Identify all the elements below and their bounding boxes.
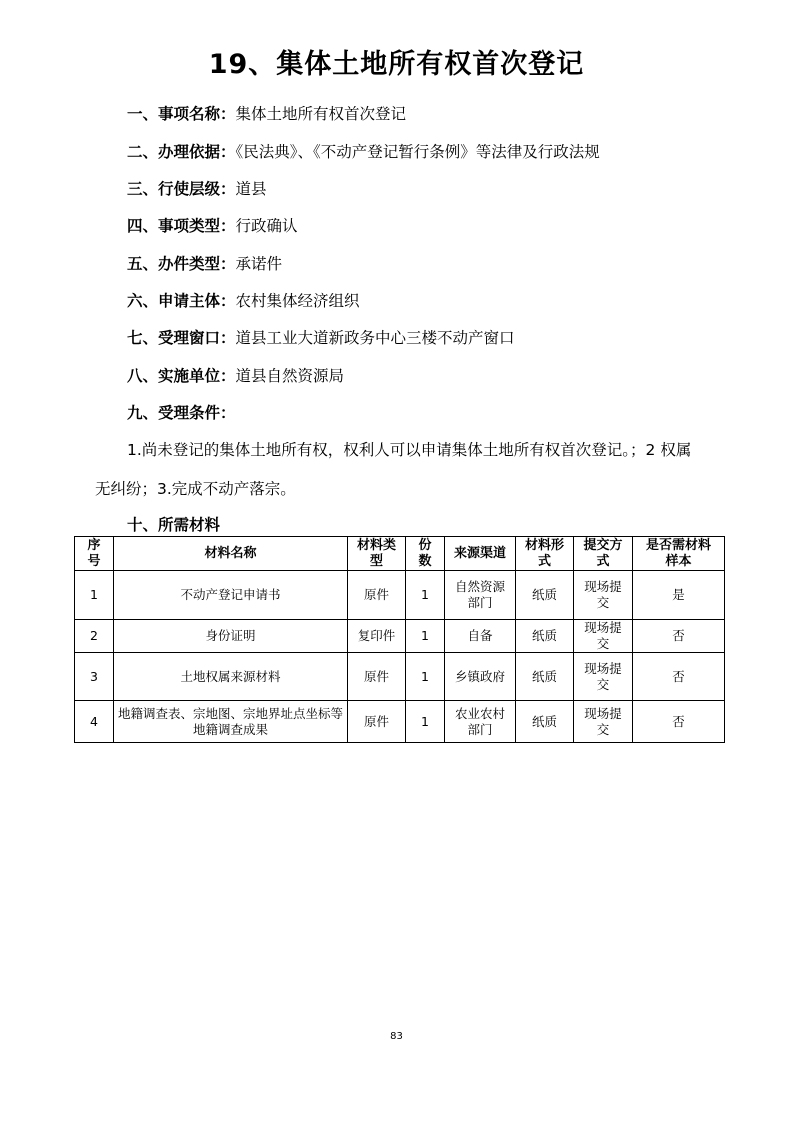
item-level: [127, 177, 267, 199]
cell-seq: 3: [75, 653, 114, 701]
header-source: 来源渠道: [445, 537, 516, 571]
cell-seq: 4: [75, 701, 114, 743]
item-applicant: [127, 289, 360, 311]
item-value: 行政确认: [235, 217, 298, 235]
cell-source: 农业农村 部门: [445, 701, 516, 743]
cell-submit: 现场提 交: [574, 620, 633, 653]
item-conditions: [127, 401, 236, 423]
cell-type: 复印件: [348, 620, 406, 653]
cell-required: 否: [633, 701, 725, 743]
item-legal-basis: [127, 140, 600, 162]
cell-count: 1: [406, 571, 445, 620]
cell-type: 原件: [348, 701, 406, 743]
item-label: 九、受理条件：: [127, 404, 236, 422]
item-label: 八、实施单位：: [127, 367, 236, 385]
table-header-row: [75, 537, 725, 571]
cell-required: 否: [633, 620, 725, 653]
header-count: 份 数: [406, 537, 445, 571]
cell-required: 否: [633, 653, 725, 701]
header-required: 是否需材料 样本: [633, 537, 725, 571]
table-row: [75, 653, 725, 701]
cell-count: 1: [406, 620, 445, 653]
header-name: 材料名称: [114, 537, 348, 571]
cell-source: 自然资源 部门: [445, 571, 516, 620]
item-value: 道县工业大道新政务中心三楼不动产窗口: [235, 329, 515, 347]
item-label: 三、行使层级：: [127, 180, 236, 198]
header-type: 材料类 型: [348, 537, 406, 571]
page-title: 19、集体土地所有权首次登记: [208, 49, 585, 80]
item-label: 二、办理依据：: [127, 143, 236, 161]
header-form: 材料形 式: [516, 537, 574, 571]
cell-name: 地籍调查表、宗地图、宗地界址点坐标等 地籍调查成果: [114, 701, 348, 743]
item-value: 《民法典》、《不动产登记暂行条例》等法律及行政法规: [235, 143, 600, 161]
cell-source: 乡镇政府: [445, 653, 516, 701]
item-value: 承诺件: [235, 255, 283, 273]
item-value: 农村集体经济组织: [235, 292, 360, 310]
cell-form: 纸质: [516, 653, 574, 701]
materials-heading: [127, 513, 220, 535]
cell-form: 纸质: [516, 571, 574, 620]
cell-source: 自备: [445, 620, 516, 653]
cell-count: 1: [406, 653, 445, 701]
item-label: 五、办件类型：: [127, 255, 236, 273]
table-row: [75, 701, 725, 743]
page-number: 83: [390, 1031, 403, 1042]
item-value: 道县: [235, 180, 267, 198]
table-row: [75, 571, 725, 620]
item-window: [127, 326, 515, 348]
item-case-type: [127, 252, 282, 274]
cell-submit: 现场提 交: [574, 571, 633, 620]
item-value: 道县自然资源局: [235, 367, 345, 385]
materials-table: [74, 536, 725, 743]
cell-seq: 1: [75, 571, 114, 620]
item-matter-name: [127, 102, 406, 124]
item-implementing-unit: [127, 364, 344, 386]
cell-name: 不动产登记申请书: [114, 571, 348, 620]
cell-seq: 2: [75, 620, 114, 653]
cell-required: 是: [633, 571, 725, 620]
materials-heading-text: 十、所需材料: [127, 516, 221, 534]
cell-type: 原件: [348, 571, 406, 620]
conditions-line-2: 无纠纷；3.完成不动产落宗。: [95, 480, 296, 498]
item-value: 集体土地所有权首次登记: [235, 105, 407, 123]
item-label: 一、事项名称：: [127, 105, 236, 123]
item-matter-type: [127, 214, 298, 236]
header-seq: 序 号: [75, 537, 114, 571]
cell-submit: 现场提 交: [574, 653, 633, 701]
cell-submit: 现场提 交: [574, 701, 633, 743]
cell-type: 原件: [348, 653, 406, 701]
item-label: 七、受理窗口：: [127, 329, 236, 347]
cell-form: 纸质: [516, 701, 574, 743]
cell-name: 土地权属来源材料: [114, 653, 348, 701]
conditions-line-1: 1.尚未登记的集体土地所有权，权利人可以申请集体土地所有权首次登记。；2 权属: [127, 441, 692, 459]
header-submit: 提交方 式: [574, 537, 633, 571]
cell-form: 纸质: [516, 620, 574, 653]
cell-count: 1: [406, 701, 445, 743]
table-row: [75, 620, 725, 653]
item-label: 四、事项类型：: [127, 217, 236, 235]
item-label: 六、申请主体：: [127, 292, 236, 310]
cell-name: 身份证明: [114, 620, 348, 653]
